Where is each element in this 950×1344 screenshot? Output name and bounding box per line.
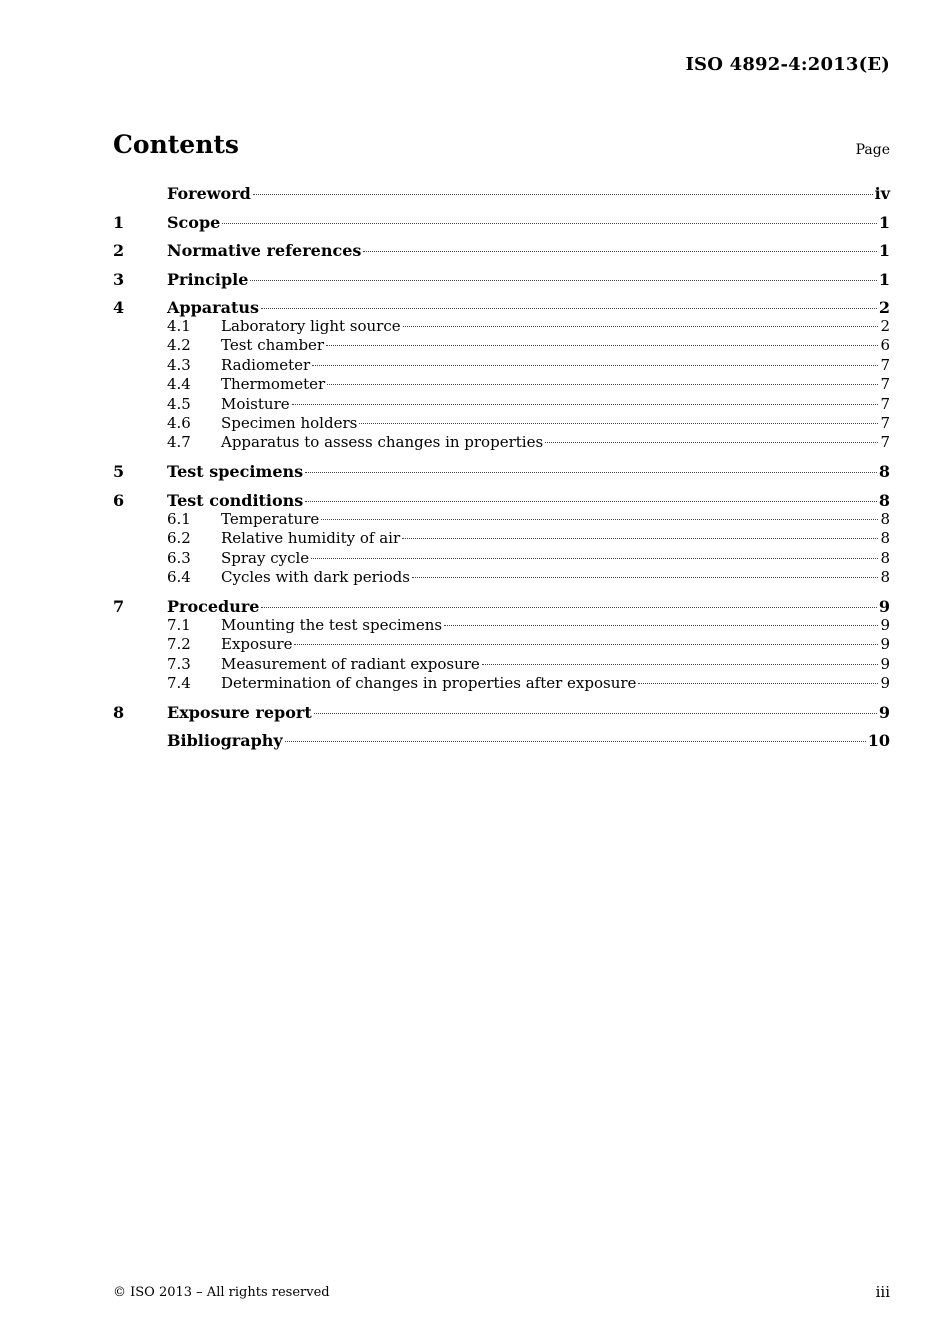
toc-entry[interactable]: [113, 395, 890, 414]
toc-dot-leader: [444, 625, 878, 626]
toc-dot-leader: [638, 683, 878, 684]
toc-dot-leader: [253, 194, 873, 195]
toc-entry-page: iv: [874, 184, 890, 203]
toc-entry-number: 8: [113, 702, 125, 722]
toc-entry-number: 4.6: [167, 413, 191, 432]
toc-entry[interactable]: [113, 241, 890, 260]
toc-entry-title: Moisture: [221, 394, 290, 413]
toc-entry-number: 7: [113, 596, 125, 616]
toc-entry[interactable]: [113, 336, 890, 355]
toc-dot-leader: [314, 713, 877, 714]
toc-entry[interactable]: [113, 635, 890, 654]
toc-entry-title: Bibliography: [167, 731, 283, 751]
toc-entry-title: Temperature: [221, 509, 320, 528]
toc-entry-page: 7: [880, 433, 890, 452]
table-of-contents: [113, 184, 890, 750]
toc-entry[interactable]: [113, 491, 890, 510]
toc-dot-leader: [482, 664, 879, 665]
toc-entry-title: Test specimens: [167, 462, 304, 482]
toc-dot-leader: [359, 423, 878, 424]
toc-dot-leader: [294, 644, 878, 645]
toc-entry-number: 5: [113, 462, 125, 482]
toc-entry-title: Exposure report: [167, 702, 312, 722]
toc-entry-page: 7: [880, 413, 890, 432]
toc-entry[interactable]: [113, 568, 890, 587]
toc-entry-page: 2: [878, 298, 890, 317]
toc-entry[interactable]: [113, 510, 890, 529]
toc-entry-number: 4.2: [167, 336, 191, 355]
toc-entry-title: Normative references: [167, 241, 362, 260]
toc-entry[interactable]: [113, 731, 890, 750]
toc-entry-page: 8: [878, 490, 890, 510]
toc-entry-number: 7.4: [167, 673, 191, 692]
page-column-label: Page: [855, 142, 890, 158]
toc-dot-leader: [250, 280, 876, 281]
toc-entry-title: Test conditions: [167, 490, 304, 510]
toc-entry-page: 2: [880, 317, 890, 335]
toc-entry[interactable]: [113, 616, 890, 635]
toc-dot-leader: [327, 384, 878, 385]
toc-entry-page: 6: [880, 336, 890, 355]
toc-entry-title: Spray cycle: [221, 548, 310, 567]
toc-entry-number: 6.1: [167, 509, 191, 528]
toc-dot-leader: [363, 251, 876, 252]
toc-entry-page: 9: [878, 596, 890, 616]
toc-entry[interactable]: [113, 317, 890, 336]
toc-entry-page: 9: [880, 673, 890, 692]
toc-entry[interactable]: [113, 356, 890, 375]
toc-entry-page: 8: [880, 509, 890, 528]
toc-entry-number: 1: [113, 212, 125, 232]
footer-page-number: iii: [875, 1283, 890, 1301]
toc-dot-leader: [403, 326, 879, 327]
toc-entry-number: 4.3: [167, 355, 191, 374]
toc-entry-number: 6: [113, 490, 125, 510]
toc-dot-leader: [261, 607, 876, 608]
toc-dot-leader: [326, 345, 878, 346]
toc-entry-number: 4.7: [167, 433, 191, 452]
toc-entry-number: 7.1: [167, 615, 191, 634]
toc-entry[interactable]: [113, 270, 890, 289]
toc-entry-title: Thermometer: [221, 375, 326, 394]
toc-entry[interactable]: [113, 655, 890, 674]
toc-entry-number: 2: [113, 241, 125, 260]
toc-entry-title: Test chamber: [221, 336, 325, 355]
toc-entry[interactable]: [113, 433, 890, 452]
toc-entry-number: 6.2: [167, 529, 191, 548]
toc-entry[interactable]: [113, 703, 890, 722]
toc-dot-leader: [305, 472, 877, 473]
toc-entry-page: 7: [880, 375, 890, 394]
toc-entry-title: Laboratory light source: [221, 317, 401, 335]
toc-dot-leader: [311, 558, 878, 559]
toc-entry-number: 4.4: [167, 375, 191, 394]
toc-dot-leader: [292, 404, 879, 405]
toc-entry[interactable]: [113, 549, 890, 568]
toc-entry-page: 9: [878, 702, 890, 722]
toc-dot-leader: [285, 741, 866, 742]
toc-entry[interactable]: [113, 597, 890, 616]
toc-entry-number: 3: [113, 269, 125, 289]
toc-entry-number: 4: [113, 298, 125, 317]
toc-dot-leader: [312, 365, 878, 366]
toc-entry-page: 8: [878, 462, 890, 482]
toc-entry-title: Apparatus: [167, 298, 259, 317]
toc-entry-number: 6.4: [167, 567, 191, 586]
toc-entry[interactable]: [113, 529, 890, 548]
toc-entry[interactable]: [113, 375, 890, 394]
footer-copyright: © ISO 2013 – All rights reserved: [113, 1285, 330, 1300]
toc-entry-number: 7.3: [167, 654, 191, 673]
toc-entry-page: 7: [880, 394, 890, 413]
toc-entry-title: Principle: [167, 269, 249, 289]
toc-entry-title: Relative humidity of air: [221, 529, 401, 548]
toc-entry[interactable]: [113, 213, 890, 232]
toc-dot-leader: [305, 501, 877, 502]
toc-entry[interactable]: [113, 462, 890, 481]
toc-entry-number: 7.2: [167, 635, 191, 654]
toc-entry-page: 10: [867, 731, 890, 751]
toc-dot-leader: [412, 577, 879, 578]
toc-dot-leader: [222, 223, 877, 224]
toc-entry-title: Measurement of radiant exposure: [221, 654, 480, 673]
toc-entry-page: 7: [880, 355, 890, 374]
toc-entry-number: 4.5: [167, 394, 191, 413]
toc-entry-page: 9: [880, 654, 890, 673]
toc-entry[interactable]: [113, 184, 890, 203]
toc-dot-leader: [402, 538, 878, 539]
toc-entry-title: Scope: [167, 212, 221, 232]
toc-entry-page: 1: [878, 212, 890, 232]
toc-entry[interactable]: [113, 414, 890, 433]
toc-dot-leader: [261, 308, 877, 309]
toc-entry-title: Cycles with dark periods: [221, 567, 410, 586]
toc-entry-title: Exposure: [221, 635, 293, 654]
toc-entry-page: 8: [880, 529, 890, 548]
toc-entry-page: 1: [878, 269, 890, 289]
toc-entry-title: Foreword: [167, 184, 251, 203]
toc-entry-title: Apparatus to assess changes in properties: [221, 433, 544, 452]
toc-entry-page: 8: [880, 548, 890, 567]
contents-title: Contents: [113, 130, 240, 159]
toc-entry-title: Determination of changes in properties after exposure: [221, 673, 637, 692]
toc-entry-page: 9: [880, 615, 890, 634]
toc-entry-title: Procedure: [167, 596, 260, 616]
toc-entry-page: 1: [878, 241, 890, 260]
toc-dot-leader: [545, 442, 878, 443]
toc-entry[interactable]: [113, 298, 890, 317]
toc-entry-page: 8: [880, 567, 890, 586]
toc-entry[interactable]: [113, 674, 890, 693]
toc-entry-page: 9: [880, 635, 890, 654]
toc-entry-number: 4.1: [167, 317, 191, 335]
toc-dot-leader: [321, 519, 878, 520]
toc-entry-number: 6.3: [167, 548, 191, 567]
toc-entry-title: Radiometer: [221, 355, 311, 374]
toc-entry-title: Specimen holders: [221, 413, 358, 432]
standard-header: ISO 4892-4:2013(E): [685, 54, 890, 75]
toc-entry-title: Mounting the test specimens: [221, 615, 443, 634]
